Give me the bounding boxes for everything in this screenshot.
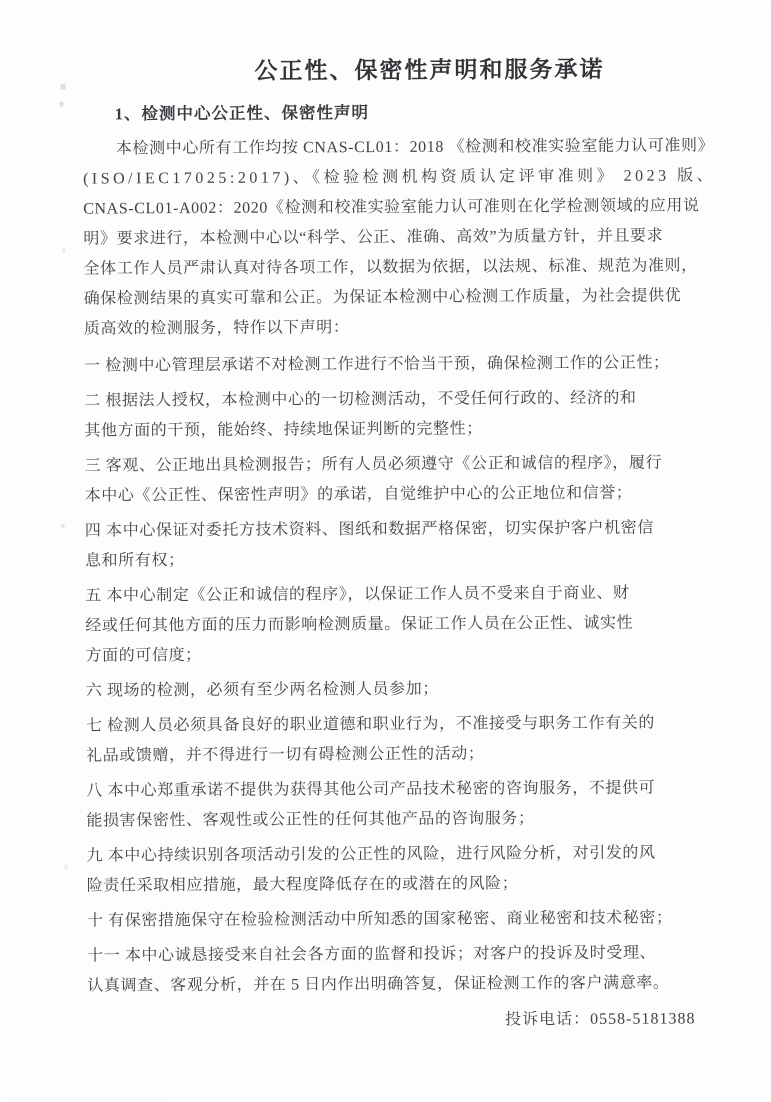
body-line: 险责任采取相应措施，最大程度降低存在的或潜在的风险； xyxy=(86,875,519,895)
body-line: 息和所有权； xyxy=(85,552,185,570)
section-heading: 1、检测中心公正性、保密性声明 xyxy=(114,103,370,124)
body-line: 全体工作人员严肃认真对待各项工作，以数据为依据，以法规、标准、规范为准则， xyxy=(83,257,698,278)
declaration-item-7: 七 检测人员必须具备良好的职业道德和职业行为，不准接受与职务工作有关的 xyxy=(85,714,655,735)
body-line: 经或任何其他方面的压力而影响检测质量。保证工作人员在公正性、诚实性 xyxy=(85,614,634,635)
declaration-item-3: 三 客观、公正地出具检测报告；所有人员必须遵守《公正和诚信的程序》，履行 xyxy=(84,454,663,475)
body-line: 明》要求进行，本检测中心以“科学、公正、准确、高效”为质量方针，并且要求 xyxy=(83,227,664,248)
declaration-item-9: 九 本中心持续识别各项活动引发的公正性的风险，进行风险分析，对引发的风 xyxy=(86,844,656,865)
document-body xyxy=(83,131,717,1037)
declaration-item-2: 二 根据法人授权，本检测中心的一切检测活动，不受任何行政的、经济的和 xyxy=(84,389,637,410)
scan-noise xyxy=(61,84,66,90)
document-title: 公正性、保密性声明和服务承诺 xyxy=(254,56,605,84)
declaration-item-5: 五 本中心制定《公正和诚信的程序》，以保证工作人员不受来自于商业、财 xyxy=(85,584,630,605)
complaint-phone: 投诉电话：0558-5181388 xyxy=(505,1010,696,1029)
body-line: 其他方面的干预，能始终、持续地保证判断的完整性； xyxy=(84,420,483,440)
body-line: 认真调查、客观分析，并在 5 日内作出明确答复，保证检测工作的客户满意率。 xyxy=(87,974,670,995)
body-line: 本中心《公正性、保密性声明》的承诺，自觉维护中心的公正地位和信誉； xyxy=(84,484,633,505)
scan-noise xyxy=(62,249,65,253)
body-line: 确保检测结果的真实可靠和公正。为保证本检测中心检测工作质量，为社会提供优 xyxy=(83,287,682,308)
declaration-item-11: 十一 本中心诚恳接受来自社会各方面的监督和投诉；对客户的投诉及时受理、 xyxy=(87,944,657,965)
declaration-item-6: 六 现场的检测，必须有至少两名检测人员参加； xyxy=(85,680,439,700)
declaration-item-8: 八 本中心郑重承诺不提供为获得其他公司产品技术秘密的咨询服务，不提供可 xyxy=(86,779,656,800)
body-line: 方面的可信度； xyxy=(85,646,202,665)
declaration-item-10: 十 有保密措施保守在检验检测活动中所知悉的国家秘密、商业秘密和技术秘密； xyxy=(86,909,673,930)
scan-noise xyxy=(60,102,64,107)
declaration-item-1: 一 检测中心管理层承诺不对检测工作进行不恰当干预，确保检测工作的公正性； xyxy=(83,354,670,375)
scan-noise xyxy=(65,865,68,870)
body-line: 质高效的检测服务，特作以下声明： xyxy=(83,319,350,338)
body-line: 能损害保密性、客观性或公正性的任何其他产品的咨询服务； xyxy=(86,810,535,830)
body-line: 本检测中心所有工作均按 CNAS-CL01：2018 《检测和校准实验室能力认可准则》 xyxy=(115,137,715,158)
body-line: (ISO/IEC17025:2017)、《检验检测机构资质认定评审准则》 2023 版、 xyxy=(83,167,717,188)
declaration-item-4: 四 本中心保证对委托方技术资料、图纸和数据严格保密，切实保护客户机密信 xyxy=(84,519,654,540)
scan-noise xyxy=(61,524,65,528)
body-line: CNAS-CL01-A002：2020《检测和校准实验室能力认可准则在化学检测领域的应用说 xyxy=(83,197,700,218)
body-line: 礼品或馈赠，并不得进行一切有碍检测公正性的活动； xyxy=(86,745,485,765)
